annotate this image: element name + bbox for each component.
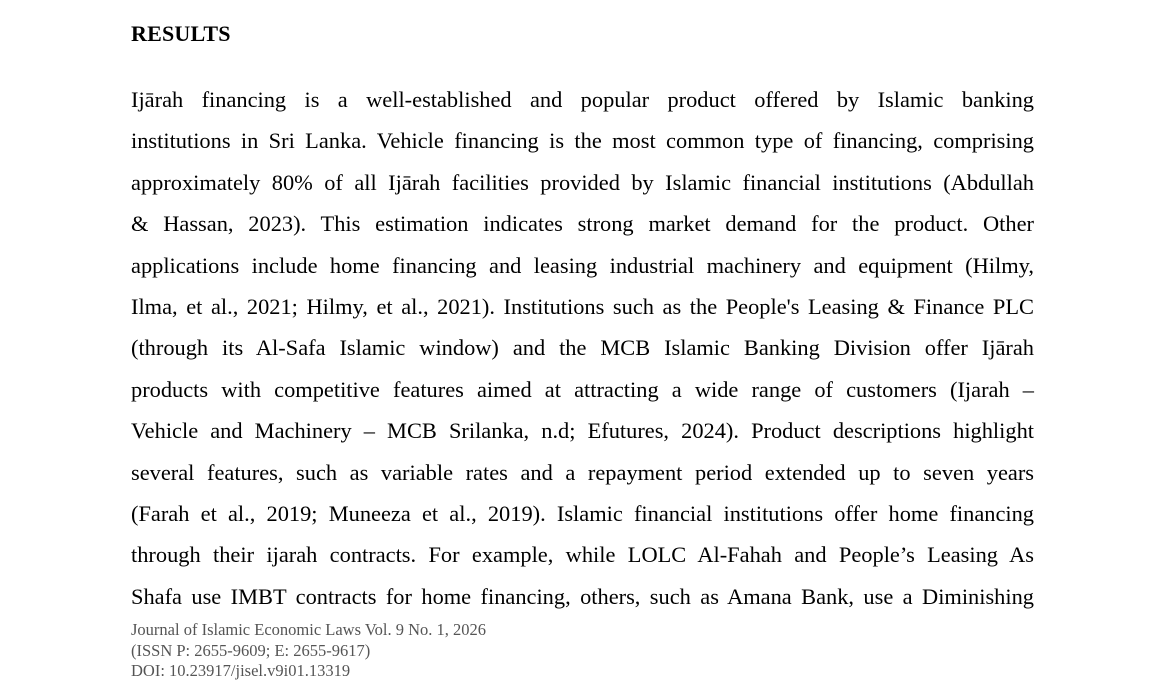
- paragraph-line: Ilma, et al., 2021; Hilmy, et al., 2021). Institutions such as the People's Leasing & Finance PLC: [131, 293, 1034, 319]
- section-heading: RESULTS: [131, 21, 231, 46]
- issn-info: (ISSN P: 2655-9609; E: 2655-9617): [131, 640, 371, 660]
- paragraph-line: through their ijarah contracts. For example, while LOLC Al-Fahah and People’s Leasing As: [131, 542, 1034, 568]
- paragraph-line: Shafa use IMBT contracts for home financing, others, such as Amana Bank, use a Diminishing: [131, 583, 1034, 609]
- results-paragraph: [131, 79, 1034, 617]
- paragraph-line: approximately 80% of all Ijārah facilities provided by Islamic financial institutions (Abdullah: [131, 169, 1034, 195]
- paragraph-line: applications include home financing and leasing industrial machinery and equipment (Hilmy,: [131, 252, 1034, 278]
- paragraph-line: (Farah et al., 2019; Muneeza et al., 2019). Islamic financial institutions offer home financing: [131, 500, 1034, 526]
- paragraph-line: Vehicle and Machinery – MCB Srilanka, n.d; Efutures, 2024). Product descriptions highlight: [131, 418, 1034, 444]
- paragraph-line: (through its Al-Safa Islamic window) and the MCB Islamic Banking Division offer Ijārah: [131, 335, 1034, 361]
- doi-info: DOI: 10.23917/jisel.v9i01.13319: [131, 661, 351, 680]
- journal-citation: Journal of Islamic Economic Laws Vol. 9 No. 1, 2026: [131, 620, 487, 639]
- paragraph-line: & Hassan, 2023). This estimation indicates strong market demand for the product. Other: [131, 211, 1034, 237]
- paragraph-line: products with competitive features aimed at attracting a wide range of customers (Ijarah –: [131, 376, 1034, 402]
- paragraph-line: several features, such as variable rates and a repayment period extended up to seven years: [131, 459, 1034, 485]
- paragraph-line: institutions in Sri Lanka. Vehicle financing is the most common type of financing, comprising: [131, 128, 1034, 154]
- page-footer: [131, 620, 486, 682]
- paragraph-line: Ijārah financing is a well-established and popular product offered by Islamic banking: [131, 87, 1034, 112]
